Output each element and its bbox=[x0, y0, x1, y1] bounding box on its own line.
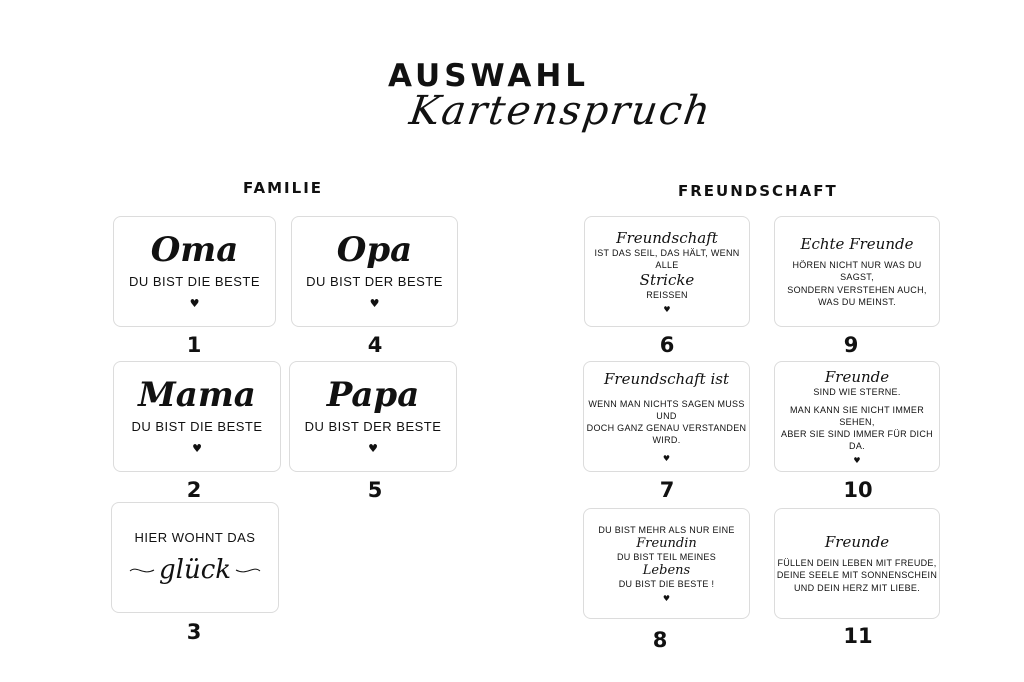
card-script: Freunde bbox=[824, 533, 890, 552]
card-number: 5 bbox=[367, 478, 383, 502]
card-text: MAN KANN SIE NICHT IMMER SEHEN, bbox=[789, 404, 925, 427]
card-script: Freunde bbox=[824, 367, 890, 386]
card-number: 8 bbox=[652, 628, 668, 652]
card-number: 4 bbox=[367, 333, 383, 357]
card-3[interactable] bbox=[111, 502, 279, 613]
page-subtitle: Kartenspruch bbox=[406, 88, 715, 134]
heart-icon: ♥ bbox=[368, 442, 378, 456]
card-text: WENN MAN NICHTS SAGEN MUSS UND bbox=[588, 398, 745, 421]
card-text: DU BIST DER BESTE bbox=[304, 419, 442, 435]
card-11[interactable] bbox=[774, 508, 940, 619]
card-text: UND DEIN HERZ MIT LIEBE. bbox=[793, 582, 921, 593]
card-script: Lebens bbox=[642, 563, 691, 579]
card-number: 9 bbox=[843, 333, 859, 357]
card-text: DU BIST DER BESTE bbox=[306, 274, 443, 290]
heart-icon: ♥ bbox=[663, 305, 671, 315]
card-headline: Oma bbox=[150, 229, 239, 270]
card-1[interactable] bbox=[113, 216, 276, 327]
card-2[interactable] bbox=[113, 361, 281, 472]
card-text: WAS DU MEINST. bbox=[818, 296, 896, 307]
card-7[interactable] bbox=[583, 361, 750, 472]
page-title: AUSWAHL bbox=[388, 58, 590, 94]
card-text: SONDERN VERSTEHEN AUCH, bbox=[787, 284, 927, 295]
card-number: 2 bbox=[186, 478, 202, 502]
card-script: Freundin bbox=[636, 535, 697, 551]
card-number: 3 bbox=[186, 620, 202, 644]
card-4[interactable] bbox=[291, 216, 458, 327]
card-9[interactable] bbox=[774, 216, 940, 327]
card-text: DU BIST TEIL MEINES bbox=[616, 551, 717, 562]
card-headline: Mama bbox=[138, 374, 256, 415]
heart-icon: ♥ bbox=[192, 442, 202, 456]
card-text: DOCH GANZ GENAU VERSTANDEN WIRD. bbox=[586, 423, 747, 446]
card-text: SIND WIE STERNE. bbox=[813, 386, 901, 397]
flourish-right-icon bbox=[235, 564, 261, 576]
card-text: DEINE SEELE MIT SONNENSCHEIN bbox=[776, 570, 938, 581]
card-text: IST DAS SEIL, DAS HÄLT, WENN ALLE bbox=[594, 247, 740, 270]
card-number: 6 bbox=[659, 333, 675, 357]
card-script: glück bbox=[158, 555, 232, 585]
card-number: 11 bbox=[843, 624, 873, 648]
card-script: Echte Freunde bbox=[800, 235, 914, 254]
card-script: Stricke bbox=[639, 271, 695, 290]
card-text: DU BIST DIE BESTE bbox=[128, 274, 261, 290]
card-8[interactable] bbox=[583, 508, 750, 619]
card-script: Freundschaft bbox=[616, 228, 718, 247]
heart-icon: ♥ bbox=[662, 594, 671, 604]
card-text: DU BIST DIE BESTE bbox=[131, 419, 263, 435]
card-10[interactable] bbox=[774, 361, 940, 472]
card-text: REISSEN bbox=[646, 290, 688, 301]
card-6[interactable] bbox=[584, 216, 750, 327]
card-number: 7 bbox=[659, 478, 675, 502]
card-headline: Papa bbox=[326, 374, 420, 415]
card-text: HÖREN NICHT NUR WAS DU SAGST, bbox=[792, 260, 922, 283]
card-text: HIER WOHNT DAS bbox=[134, 530, 256, 545]
section-title-familie: FAMILIE bbox=[243, 179, 324, 197]
card-text: FÜLLEN DEIN LEBEN MIT FREUDE, bbox=[777, 558, 937, 569]
card-text: DU BIST DIE BESTE ! bbox=[618, 579, 715, 590]
card-number: 10 bbox=[843, 478, 873, 502]
heart-icon: ♥ bbox=[189, 297, 200, 311]
card-text: ABER SIE SIND IMMER FÜR DICH DA. bbox=[781, 429, 933, 452]
flourish-left-icon bbox=[129, 564, 155, 576]
heart-icon: ♥ bbox=[369, 297, 380, 311]
card-5[interactable] bbox=[289, 361, 457, 472]
section-title-freundschaft: FREUNDSCHAFT bbox=[678, 182, 838, 200]
card-number: 1 bbox=[186, 333, 202, 357]
card-script: Freundschaft ist bbox=[604, 369, 729, 388]
card-text: DU BIST MEHR ALS NUR EINE bbox=[598, 524, 735, 535]
heart-icon: ♥ bbox=[662, 454, 671, 464]
heart-icon: ♥ bbox=[853, 456, 861, 466]
card-headline: Opa bbox=[336, 229, 413, 270]
